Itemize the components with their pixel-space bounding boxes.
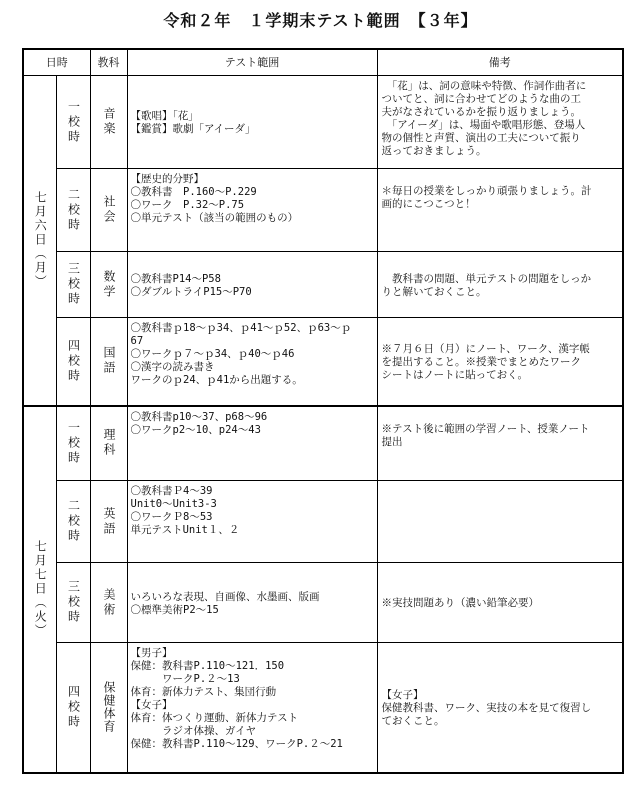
notes-line: 保健教科書、ワーク、実技の本を見て復習し <box>381 701 592 714</box>
subject-label: 美術 <box>102 587 116 618</box>
range-line: 〇標準美術P2〜15 <box>130 603 219 616</box>
notes-line: ＊毎日の授業をしっかり頑張りましょう。計 <box>381 185 592 197</box>
subject-label: 英語 <box>102 506 116 537</box>
period-cell <box>56 481 90 563</box>
notes-cell <box>377 318 623 406</box>
subject-cell <box>90 563 127 643</box>
notes-line: 「花」は、詞の意味や特徴、作詞作曲者に <box>381 80 587 92</box>
range-line: 保健：教科書P.110〜129、ワークP.２〜21 <box>130 738 343 750</box>
range-line: 〇教科書 P.160〜P.229 <box>130 186 257 198</box>
notes-line: ※テスト後に範囲の学習ノート、授業ノート <box>381 422 590 435</box>
table-row <box>23 563 623 643</box>
range-line: 単元テストUnit１、２ <box>130 524 240 536</box>
range-line: 〇ダブルトライP15〜P70 <box>130 285 252 298</box>
range-line: 【男子】 <box>130 647 173 659</box>
notes-cell <box>377 76 623 169</box>
notes-line: 「アイーダ」は、場面や歌唱形態、登場人 <box>381 119 586 131</box>
table-row <box>23 643 623 773</box>
subject-label: 音楽 <box>102 107 116 137</box>
header-date: 日時 <box>23 49 90 76</box>
header-subject: 教科 <box>90 49 127 76</box>
range-line: ラジオ体操、ガイヤ <box>130 725 257 737</box>
range-line: 〇単元テスト（該当の範囲のもの） <box>130 212 299 224</box>
period-label: 二校時 <box>66 187 81 233</box>
range-line: 〇教科書p10〜37、p68〜96 <box>130 410 268 423</box>
subject-cell <box>90 318 127 406</box>
range-cell <box>127 563 377 643</box>
notes-line: ておくこと。 <box>381 714 445 727</box>
range-line: 【女子】 <box>130 699 173 711</box>
range-line: 〇ワークｐ７〜ｐ34、ｐ40〜ｐ46 <box>130 348 295 360</box>
notes-line: シートはノートに貼っておく。 <box>381 368 528 381</box>
notes-line: 教科書の問題、単元テストの問題をしっか <box>381 272 592 285</box>
period-cell <box>56 563 90 643</box>
subject-label: 社会 <box>102 195 116 225</box>
notes-line: を提出すること。※授業でまとめたワーク <box>381 355 581 368</box>
notes-line: ※実技問題あり（濃い鉛筆必要） <box>381 597 539 609</box>
range-cell <box>127 643 377 773</box>
range-line: Unit0〜Unit3-3 <box>130 498 217 510</box>
range-cell <box>127 481 377 563</box>
notes-line: 返っておきましょう。 <box>381 145 487 157</box>
range-line: ワークP.２〜13 <box>130 673 240 685</box>
subject-cell <box>90 481 127 563</box>
header-range: テスト範囲 <box>127 49 377 76</box>
notes-line: ※７月６日（月）にノート、ワーク、漢字帳 <box>381 342 590 355</box>
range-line: 〇ワークＰ8〜53 <box>130 511 213 523</box>
test-range-table <box>22 48 624 774</box>
range-cell <box>127 169 377 252</box>
subject-label: 理科 <box>102 428 116 459</box>
range-line: ワークのｐ24、ｐ41から出題する。 <box>130 374 303 386</box>
range-cell <box>127 252 377 318</box>
notes-line: ついてと、詞に合わせてどのような曲の工 <box>381 93 581 105</box>
subject-label: 保健体育 <box>102 681 116 734</box>
subject-cell <box>90 252 127 318</box>
range-cell <box>127 406 377 481</box>
subject-cell <box>90 406 127 481</box>
range-cell <box>127 76 377 169</box>
notes-cell <box>377 169 623 252</box>
range-line: 【歌唱】「花」 <box>130 110 199 122</box>
period-label: 一校時 <box>66 420 81 466</box>
page-title: 令和２年 １学期末テスト範囲 【３年】 <box>163 11 478 30</box>
notes-line: 物の個性と声質、演出の工夫について振り <box>381 132 581 144</box>
notes-cell <box>377 481 623 563</box>
subject-label: 数学 <box>102 269 116 300</box>
range-line: 〇教科書Ｐ4〜39 <box>130 485 213 497</box>
table-row <box>23 252 623 318</box>
day-label: 七月六日（月） <box>33 191 48 290</box>
day-label: 七月七日（火） <box>33 540 48 638</box>
range-line: 67 <box>130 335 144 347</box>
subject-cell <box>90 643 127 773</box>
range-line: いろいろな表現、自画像、水墨画、版画 <box>130 590 320 603</box>
notes-line: 夫がなされているかを振り返りましょう。 <box>381 106 581 118</box>
period-cell <box>56 76 90 169</box>
period-label: 一校時 <box>66 99 81 145</box>
range-line: 【鑑賞】歌劇「アイーダ」 <box>130 123 256 135</box>
period-label: 四校時 <box>66 684 81 730</box>
period-cell <box>56 406 90 481</box>
day-cell <box>23 406 56 773</box>
day-cell <box>23 76 56 406</box>
range-line: 〇ワーク P.32〜P.75 <box>130 199 245 211</box>
table-row <box>23 481 623 563</box>
table-row <box>23 76 623 169</box>
notes-line: 【女子】 <box>381 688 424 701</box>
range-line: 〇教科書P14〜P58 <box>130 272 221 285</box>
notes-cell <box>377 643 623 773</box>
subject-cell <box>90 76 127 169</box>
table-row <box>23 318 623 406</box>
table-row <box>23 406 623 481</box>
period-label: 三校時 <box>66 580 81 625</box>
notes-cell <box>377 406 623 481</box>
period-cell <box>56 643 90 773</box>
table-row <box>23 169 623 252</box>
range-line: 体育：新体力テスト、集団行動 <box>130 686 277 698</box>
header-row <box>23 49 623 76</box>
period-label: 二校時 <box>66 499 81 544</box>
notes-cell <box>377 563 623 643</box>
range-line: 〇ワークp2〜10、p24〜43 <box>130 423 261 436</box>
period-label: 三校時 <box>66 262 81 307</box>
range-line: 【歴史的分野】 <box>130 173 204 185</box>
range-line: 保健：教科書P.110〜121．150 <box>130 660 285 672</box>
notes-line: 提出 <box>381 435 403 448</box>
range-line: 〇教科書ｐ18〜ｐ34、ｐ41〜ｐ52、ｐ63〜ｐ <box>130 322 352 334</box>
period-label: 四校時 <box>66 338 81 384</box>
subject-label: 国語 <box>102 346 116 377</box>
period-cell <box>56 169 90 252</box>
range-line: 体育：体つくり運動、新体力テスト <box>130 712 299 724</box>
range-line: 〇漢字の読み書き <box>130 361 215 373</box>
period-cell <box>56 252 90 318</box>
subject-cell <box>90 169 127 252</box>
notes-cell <box>377 252 623 318</box>
notes-line: りと解いておくこと。 <box>381 285 487 298</box>
header-notes: 備考 <box>377 49 623 76</box>
notes-line: 画的にこつこつと！ <box>381 198 476 210</box>
range-cell <box>127 318 377 406</box>
period-cell <box>56 318 90 406</box>
